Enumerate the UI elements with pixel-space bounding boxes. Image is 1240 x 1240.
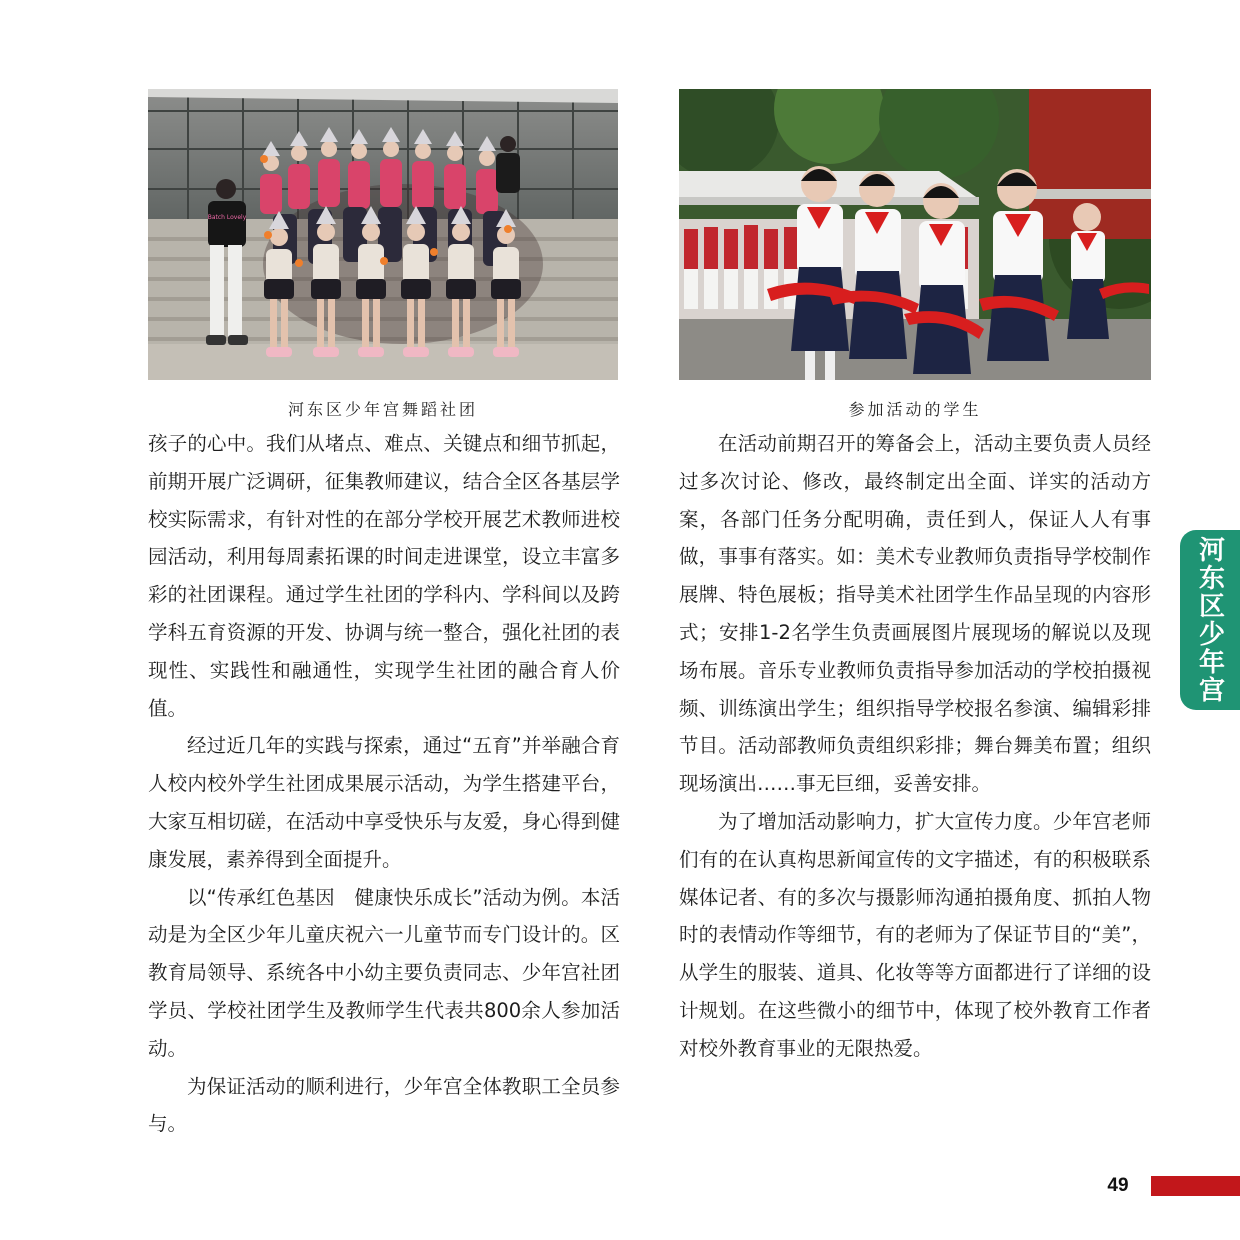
paragraph: 为了增加活动影响力，扩大宣传力度。少年宫老师们有的在认真构思新闻宣传的文字描述，有的积极联系媒体记者、有的多次与摄影师沟通拍摄角度、抓拍人物时的表情动作等细节，有的老师为了保证节目的“美”，从学生的服装、道具、化妆等等方面都进行了详细的设计规划。在这些微小的细节中，体现了校外教育工作者对校外教育事业的无限热爱。 xyxy=(679,809,1151,1060)
paragraph: 孩子的心中。我们从堵点、难点、关键点和细节抓起，前期开展广泛调研，征集教师建议，结合全区各基层学校实际需求，有针对性的在部分学校开展艺术教师进校园活动，利用每周素拓课的时间走进课堂，设立丰富多彩的社团课程。通过学生社团的学科内、学科间以及跨学科五育资源的开发、协调与统一整合，强化社团的表现性、实践性和融通性，实现学生社团的融合育人价值。 xyxy=(148,432,620,720)
page-accent-bar xyxy=(1151,1176,1240,1196)
paragraph: 经过近几年的实践与探索，通过“五育”并举融合育人校内校外学生社团成果展示活动，为学生搭建平台，大家互相切磋，在活动中享受快乐与友爱，身心得到健康发展，素养得到全面提升。 xyxy=(148,734,620,871)
dance-troupe-photo xyxy=(148,89,618,380)
photo-caption-right: 参加活动的学生 xyxy=(848,400,982,419)
shirt-print: Batch Lovely xyxy=(207,214,247,221)
article-column-left xyxy=(148,425,620,1143)
paragraph: 为保证活动的顺利进行，少年宫全体教职工全员参与。 xyxy=(148,1074,620,1136)
dance-troupe-image xyxy=(148,89,618,380)
students-photo xyxy=(679,89,1151,380)
paragraph: 在活动前期召开的筹备会上，活动主要负责人员经过多次讨论、修改，最终制定出全面、详实的活动方案，各部门任务分配明确，责任到人，保证人人有事做，事事有落实。如：美术专业教师负责指导学校制作展牌、特色展板；指导美术社团学生作品呈现的内容形式；安排1-2名学生负责画展图片展现场的解说以及现场布展。音乐专业教师负责指导参加活动的学校拍摄视频、训练演出学生；组织指导学校报名参演、编辑彩排节目。活动部教师负责组织彩排；舞台舞美布置；组织现场演出……事无巨细，妥善安排。 xyxy=(679,432,1151,796)
section-side-tab-label: 河东区少年宫 xyxy=(1194,536,1225,704)
article-column-right xyxy=(679,425,1151,1068)
students-image xyxy=(679,89,1151,380)
paragraph: 以“传承红色基因 健康快乐成长”活动为例。本活动是为全区少年儿童庆祝六一儿童节而专门设计的。区教育局领导、系统各中小幼主要负责同志、少年宫社团学员、学校社团学生及教师学生代表共800余人参加活动。 xyxy=(148,885,620,1060)
photo-caption-left: 河东区少年宫舞蹈社团 xyxy=(287,400,478,419)
page-number: 49 xyxy=(1107,1175,1129,1196)
section-side-tab xyxy=(1180,530,1240,710)
